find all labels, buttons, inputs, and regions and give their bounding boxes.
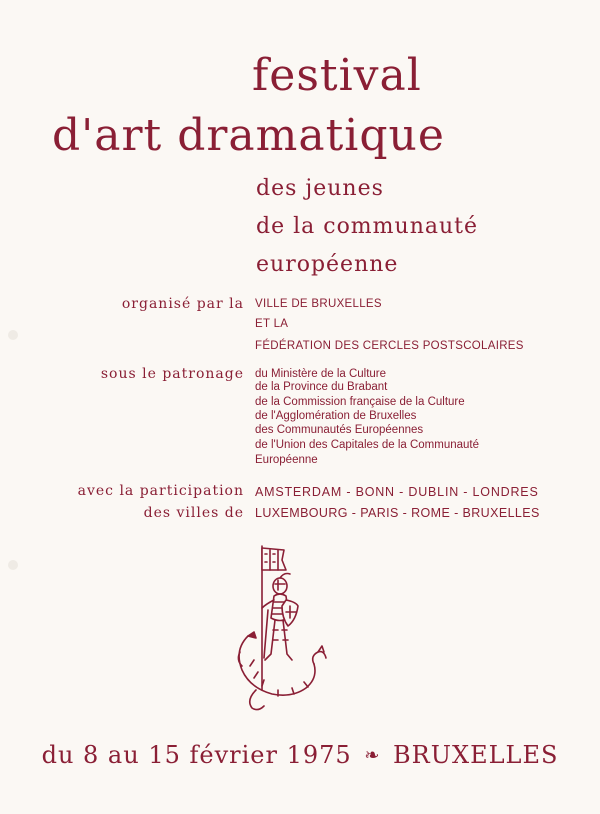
organise-label: organisé par la	[121, 296, 244, 312]
participation-label-2: des villes de	[143, 505, 244, 521]
punch-hole	[8, 330, 18, 340]
organise-value-2: ET LA	[255, 318, 289, 330]
knight-emblem-illustration	[234, 540, 330, 716]
patronage-value-1: du Ministère de la Culture	[255, 368, 387, 380]
patronage-value-2: de la Province du Brabant	[255, 381, 388, 393]
organise-value-3: FÉDÉRATION DES CERCLES POSTSCOLAIRES	[255, 340, 524, 352]
subtitle-line-1: des jeunes	[256, 176, 384, 201]
fleuron-icon: ❧	[364, 745, 381, 766]
organise-value-1: VILLE DE BRUXELLES	[255, 298, 382, 310]
patronage-value-7: Européenne	[255, 454, 318, 466]
cities-line-1: AMSTERDAM - BONN - DUBLIN - LONDRES	[255, 485, 539, 499]
subtitle-line-2: de la communauté	[256, 214, 479, 239]
footer-dates: du 8 au 15 février 1975	[41, 741, 352, 769]
footer-city: BRUXELLES	[393, 741, 559, 769]
participation-label-1: avec la participation	[77, 483, 244, 499]
patronage-label: sous le patronage	[100, 366, 244, 382]
title-line-2: d'art dramatique	[52, 110, 445, 161]
patronage-value-3: de la Commission française de la Culture	[255, 396, 465, 408]
cities-line-2: LUXEMBOURG - PARIS - ROME - BRUXELLES	[255, 506, 540, 520]
patronage-value-4: de l'Agglomération de Bruxelles	[255, 410, 417, 422]
subtitle-line-3: européenne	[256, 252, 399, 277]
patronage-value-5: des Communautés Européennes	[255, 424, 424, 436]
patronage-value-6: de l'Union des Capitales de la Communauté	[255, 439, 480, 451]
footer-line	[0, 740, 600, 771]
title-line-1: festival	[252, 50, 422, 101]
punch-hole	[8, 560, 18, 570]
